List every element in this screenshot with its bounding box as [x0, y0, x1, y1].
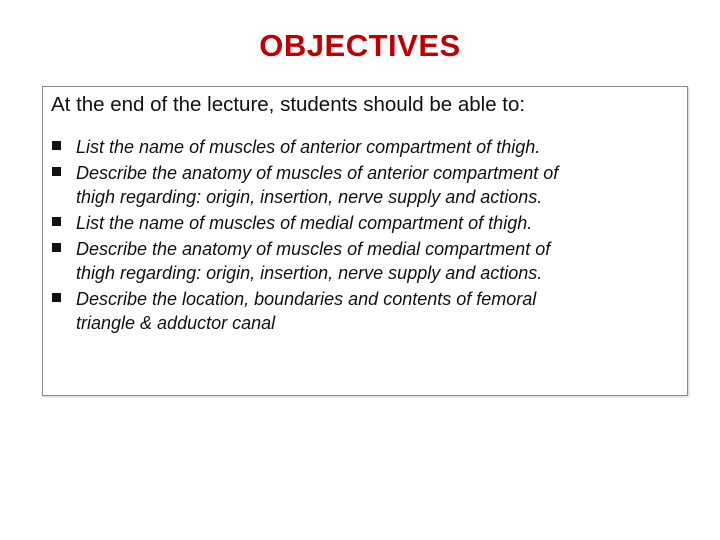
list-item-text: triangle & adductor canal: [76, 313, 276, 333]
objectives-box: [42, 86, 688, 396]
list-item-text: List the name of muscles of medial compartment of thigh.: [76, 213, 533, 233]
square-bullet-icon: [52, 293, 61, 302]
list-item-text: Describe the anatomy of muscles of anterior compartment of: [76, 163, 559, 183]
objectives-intro: At the end of the lecture, students should be able to:: [51, 93, 526, 116]
list-item-text: thigh regarding: origin, insertion, nerve supply and actions.: [76, 263, 543, 283]
list-item-text: thigh regarding: origin, insertion, nerve supply and actions.: [76, 187, 543, 207]
objectives-list: [43, 135, 689, 337]
list-item-text: Describe the anatomy of muscles of medial compartment of: [76, 239, 551, 259]
slide-title: OBJECTIVES: [259, 28, 461, 63]
list-item-text: Describe the location, boundaries and contents of femoral: [76, 289, 537, 309]
list-item-text: List the name of muscles of anterior compartment of thigh.: [76, 137, 541, 157]
list-item: [43, 161, 689, 209]
square-bullet-icon: [52, 217, 61, 226]
list-item: [43, 237, 689, 285]
list-item: [43, 211, 689, 235]
square-bullet-icon: [52, 243, 61, 252]
square-bullet-icon: [52, 167, 61, 176]
list-item: [43, 135, 689, 159]
square-bullet-icon: [52, 141, 61, 150]
list-item: [43, 287, 689, 335]
